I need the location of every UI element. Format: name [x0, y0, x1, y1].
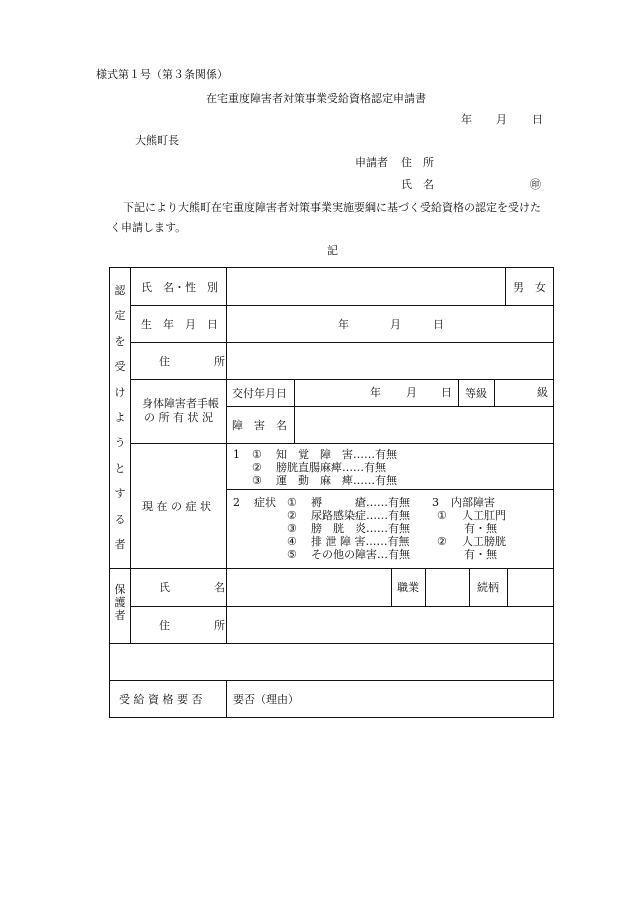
handbook-issue-cell: [227, 380, 554, 407]
sym2-item-1[interactable]: 褥 瘡……有無: [311, 496, 410, 509]
applicant-address-label: 住 所: [401, 156, 434, 169]
birth-date-field[interactable]: 年 月 日: [227, 306, 554, 343]
row-birth-date: [110, 306, 554, 343]
guardian-address-field[interactable]: [227, 606, 554, 644]
applicant-vertical-label: 認 定 を 受 け よ う と す る 者: [110, 268, 131, 569]
issue-date-field[interactable]: 年 月 日: [295, 380, 459, 406]
row-name-sex: [110, 268, 554, 306]
internal-item-1-yn[interactable]: 有・無: [464, 522, 497, 535]
name-sex-field[interactable]: [227, 268, 554, 306]
name-sex-label: 氏 名・性 別: [131, 268, 227, 306]
guardian-name-label: 氏 名: [131, 569, 227, 607]
body-text-line2: く申請します。: [110, 221, 187, 234]
sym2-item-5[interactable]: その他の障害…有無: [311, 548, 410, 561]
form-number: 様式第１号（第３条関係）: [96, 68, 228, 81]
relation-field[interactable]: [507, 569, 553, 606]
sym2-item-2[interactable]: 尿路感染症……有無: [311, 509, 410, 522]
row-guardian-address: [110, 606, 554, 644]
date-month-label: 月: [496, 113, 507, 126]
application-form-table: [109, 267, 554, 718]
sex-options[interactable]: 男 女: [505, 268, 553, 305]
occupation-field[interactable]: [425, 569, 470, 606]
birth-date-label: 生 年 月 日: [131, 306, 227, 343]
issue-date-label: 交付年月日: [227, 380, 295, 406]
row-handbook-issue: [110, 380, 554, 407]
row-symptoms-1: [110, 443, 554, 490]
grade-label: 等級: [458, 380, 495, 406]
sym2-item-3[interactable]: 膀 胱 炎……有無: [311, 522, 410, 535]
row-blank: [110, 644, 554, 681]
symptoms-group-2: 2 症状 ① 褥 瘡……有無 ② 尿路感染症……有無 ③ 膀 胱 炎……有無 ④ 排 泄 障 害……有無 ⑤ その他の障害…有無 3 内部障害 ① 人工肛門 有・無 ② 人工膀胱 有・無: [227, 490, 554, 569]
sym2-item-4[interactable]: 排 泄 障 害……有無: [311, 535, 410, 548]
row-guardian-name: [110, 569, 554, 607]
sym1-item-2[interactable]: 膀胱直腸麻痺……有無: [276, 460, 386, 474]
symptoms-label: 現 在 の 症 状: [131, 443, 227, 569]
date-year-label: 年: [461, 113, 472, 126]
form-title: 在宅重度障害者対策事業受給資格認定申請書: [206, 92, 426, 105]
occupation-label: 職業: [391, 569, 426, 606]
applicant-label: 申請者: [355, 156, 388, 169]
blank-field[interactable]: [110, 644, 554, 681]
address-label: 住 所: [131, 343, 227, 380]
guardian-name-cell: [227, 569, 554, 607]
disability-name-field[interactable]: [295, 407, 553, 443]
row-eligibility: [110, 681, 554, 718]
relation-label: 続柄: [469, 569, 508, 606]
handbook-label: 身体障害者手帳 の 所 有 状 況: [131, 380, 227, 444]
symptoms-group-1: 1 ① 知 覚 障 害……有無 ② 膀胱直腸麻痺……有無 ③ 運 動 麻 痺……有無: [227, 443, 554, 490]
disability-name-cell: [227, 406, 554, 443]
disability-name-label: 障 害 名: [227, 407, 295, 443]
guardian-address-label: 住 所: [131, 606, 227, 644]
grade-field[interactable]: 級: [537, 386, 548, 399]
row-address: [110, 343, 554, 380]
guardian-name-field[interactable]: [227, 569, 392, 606]
eligibility-field[interactable]: 要否（理由）: [227, 681, 554, 718]
sym1-item-3[interactable]: 運 動 麻 痺……有無: [276, 473, 397, 487]
addressee: 大熊町長: [135, 134, 179, 147]
internal-item-1: 人工肛門: [462, 509, 506, 522]
ki-label: 記: [327, 244, 338, 257]
applicant-name-label: 氏 名: [401, 178, 434, 191]
date-day-label: 日: [532, 113, 543, 126]
address-field[interactable]: [227, 343, 554, 380]
eligibility-label: 受 給 資 格 要 否: [110, 681, 227, 718]
internal-item-2: 人工膀胱: [462, 535, 506, 548]
sym1-item-1[interactable]: 知 覚 障 害……有無: [276, 447, 397, 461]
guardian-vertical-label: 保 護 者: [110, 569, 131, 644]
seal-mark: ㊞: [530, 178, 541, 191]
body-text-line1: 下記により大熊町在宅重度障害者対策事業実施要綱に基づく受給資格の認定を受けた: [123, 201, 541, 214]
internal-item-2-yn[interactable]: 有・無: [464, 548, 497, 561]
